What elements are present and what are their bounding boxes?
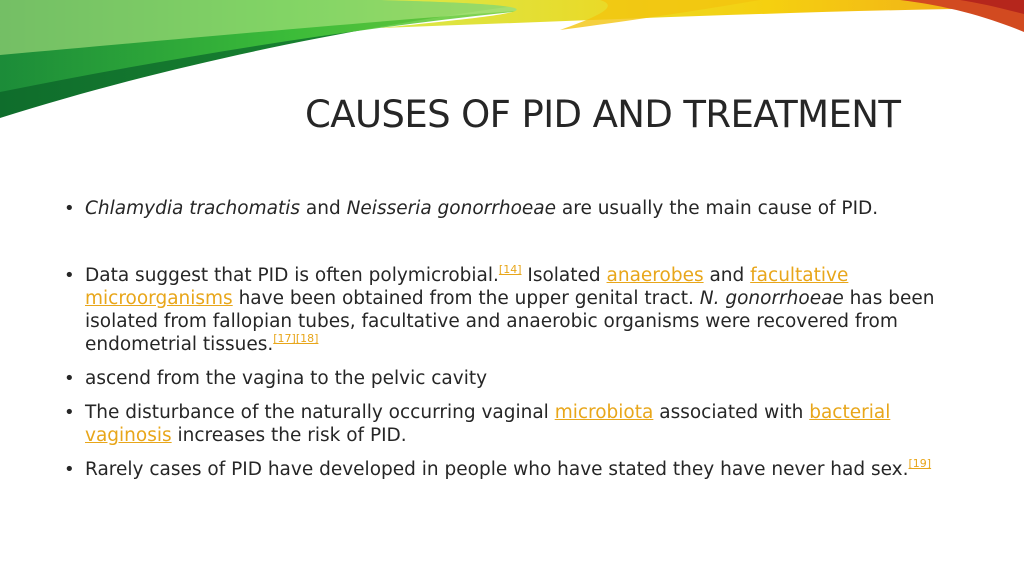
bullet-item bbox=[62, 401, 962, 447]
bullet-text: ascend from the vagina to the pelvic cavity bbox=[85, 368, 488, 389]
hyperlink[interactable]: bacterial vaginosis bbox=[85, 402, 891, 446]
bullet-text: increases the risk of PID. bbox=[171, 425, 407, 446]
bullet-text: and bbox=[703, 265, 751, 286]
hyperlink[interactable]: microbiota bbox=[554, 402, 654, 423]
bullet-dot-icon: • bbox=[64, 368, 75, 389]
bullet-dot-icon: • bbox=[64, 459, 75, 480]
citation-link[interactable]: [19] bbox=[908, 457, 932, 470]
bullet-text: The disturbance of the naturally occurring vaginal bbox=[85, 402, 555, 423]
bullet-text: associated with bbox=[653, 402, 810, 423]
bullet-text: Data suggest that PID is often polymicrobial. bbox=[85, 265, 499, 286]
hyperlink[interactable]: anaerobes bbox=[606, 265, 704, 286]
bullet-text: and bbox=[300, 198, 347, 219]
bullet-dot-icon: • bbox=[64, 402, 75, 423]
bullet-item bbox=[62, 197, 962, 220]
italic-text: Chlamydia trachomatis bbox=[85, 198, 300, 219]
bullet-text: Rarely cases of PID have developed in people who have stated they have never had sex. bbox=[85, 459, 909, 480]
bullet-text: Isolated bbox=[521, 265, 607, 286]
hyperlink[interactable]: facultative microorganisms bbox=[85, 265, 849, 309]
bullet-dot-icon: • bbox=[64, 198, 75, 219]
citation-link[interactable]: [17] bbox=[273, 332, 296, 345]
slide-title: CAUSES OF PID AND TREATMENT bbox=[305, 93, 901, 136]
italic-text: N. gonorrhoeae bbox=[699, 288, 844, 309]
bullet-item bbox=[62, 458, 962, 481]
bullet-text: have been obtained from the upper genital tract. bbox=[232, 288, 700, 309]
bullet-text: are usually the main cause of PID. bbox=[556, 198, 879, 219]
italic-text: Neisseria gonorrhoeae bbox=[346, 198, 557, 219]
bullet-item bbox=[62, 264, 962, 356]
citation-link[interactable]: [18] bbox=[295, 332, 319, 345]
citation-link[interactable]: [14] bbox=[498, 263, 522, 276]
bullet-list bbox=[62, 186, 962, 481]
bullet-dot-icon: • bbox=[64, 265, 75, 286]
bullet-text: has been isolated from fallopian tubes, facultative and anaerobic organisms were recovered from endometrial tissues. bbox=[85, 288, 935, 355]
bullet-item bbox=[62, 367, 962, 390]
